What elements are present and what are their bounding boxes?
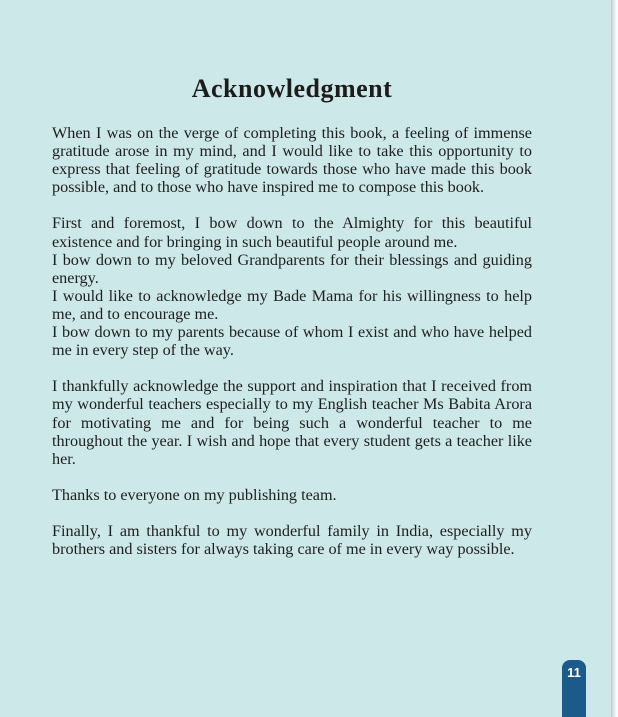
paragraph-bade-mama: I would like to acknowledge my Bade Mama for his willingness to help me, and to encourage me. bbox=[52, 286, 532, 323]
paragraph-almighty: First and foremost, I bow down to the Almighty for this beautiful existence and for bringing in such beautiful people around me. bbox=[52, 214, 532, 251]
paragraph-parents: I bow down to my parents because of whom I exist and who have helped me in every step of the way. bbox=[52, 323, 532, 360]
paragraph-teachers: I thankfully acknowledge the support and inspiration that I received from my wonderful teachers especially to my English teacher Ms Babita Arora for motivating me and for being such a wonderful teacher to me throughout the year. I wish and hope that every student gets a teacher like her. bbox=[52, 377, 532, 468]
page-edge bbox=[611, 0, 618, 717]
page-number-tab: 11 bbox=[562, 660, 586, 717]
paragraph-family: Finally, I am thankful to my wonderful family in India, especially my brothers and sisters for always taking care of me in every way possible. bbox=[52, 522, 532, 559]
page-title: Acknowledgment bbox=[191, 74, 393, 103]
paragraph-grandparents: I bow down to my beloved Grandparents for their blessings and guiding energy. bbox=[52, 250, 532, 287]
paragraph-publishing-team: Thanks to everyone on my publishing team. bbox=[52, 485, 337, 504]
acknowledgment-body bbox=[52, 124, 532, 558]
paragraph-gratitude: When I was on the verge of completing this book, a feeling of immense gratitude arose in my mind, and I would like to take this opportunity to express that feeling of gratitude towards those who have made this book possible, and to those who have inspired me to compose this book. bbox=[52, 124, 532, 197]
